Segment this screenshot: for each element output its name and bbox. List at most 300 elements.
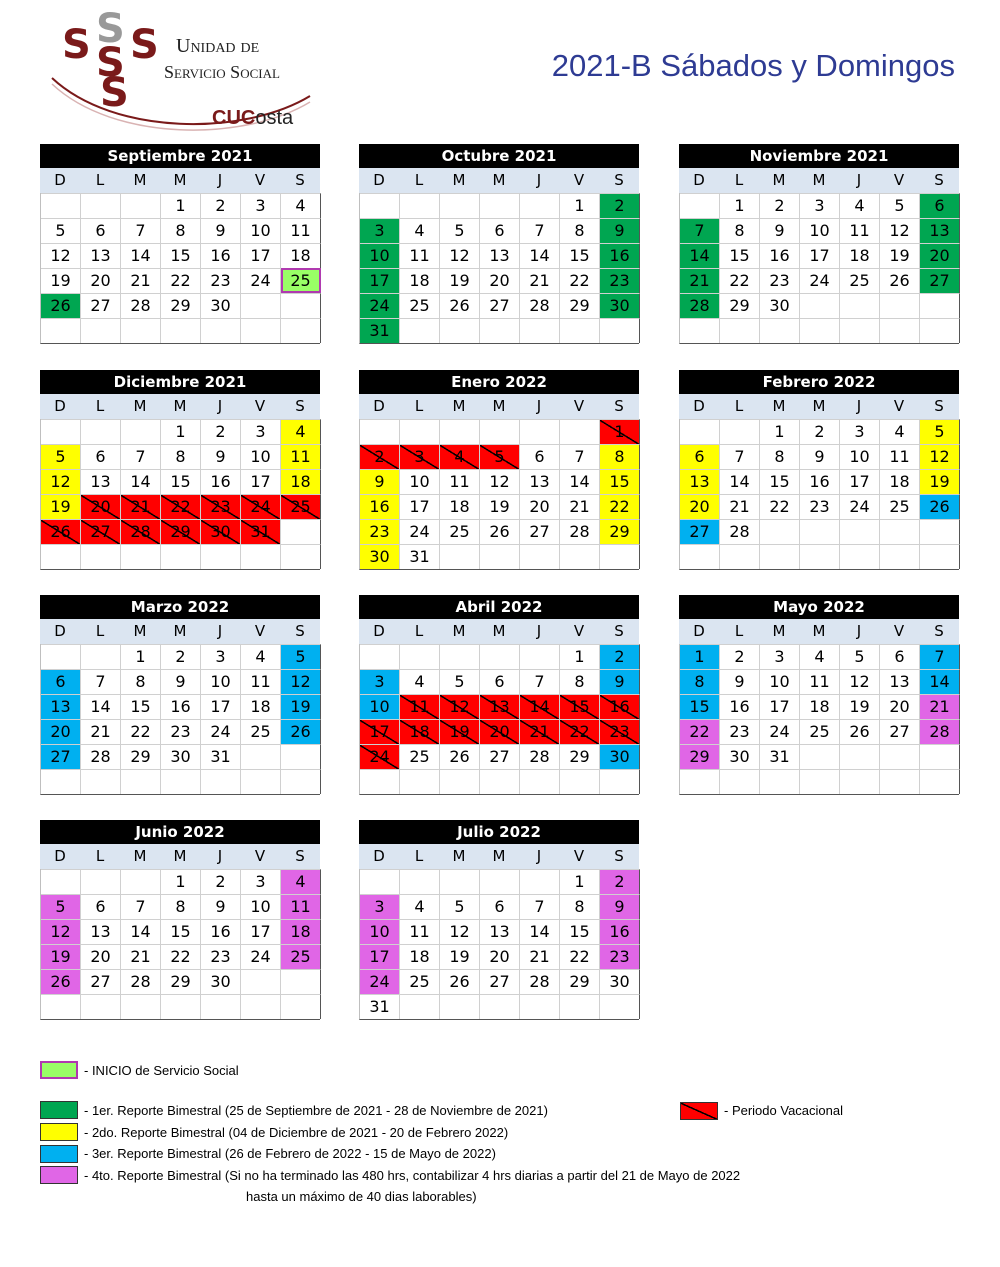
empty-cell xyxy=(201,544,241,569)
weekday-label: L xyxy=(734,171,744,189)
empty-cell xyxy=(760,769,800,794)
day-cell: 14 xyxy=(121,919,161,944)
empty-cell xyxy=(600,769,640,794)
day-cell: 12 xyxy=(440,919,480,944)
empty-cell xyxy=(400,869,440,894)
empty-cell xyxy=(680,769,720,794)
empty-cell xyxy=(241,318,281,343)
empty-cell xyxy=(560,994,600,1019)
day-cell: 6 xyxy=(520,444,560,469)
legend-r2: - 2do. Reporte Bimestral (04 de Diciembre de 2021 - 20 de Febrero 2022) xyxy=(84,1125,509,1140)
day-cell: 14 xyxy=(720,469,760,494)
empty-cell xyxy=(920,519,960,544)
day-cell: 30 xyxy=(201,519,241,544)
weekday-label: J xyxy=(536,847,542,865)
day-cell: 3 xyxy=(840,419,880,444)
day-cell: 7 xyxy=(680,218,720,243)
month-header: Julio 2022 xyxy=(359,820,639,844)
day-cell: 3 xyxy=(360,669,400,694)
svg-text:S: S xyxy=(96,40,125,86)
day-cell: 10 xyxy=(241,444,281,469)
day-cell: 21 xyxy=(81,719,121,744)
day-cell: 2 xyxy=(800,419,840,444)
day-cell: 12 xyxy=(480,469,520,494)
month-header: Octubre 2021 xyxy=(359,144,639,168)
day-cell: 5 xyxy=(480,444,520,469)
empty-cell xyxy=(400,193,440,218)
day-cell: 10 xyxy=(201,669,241,694)
empty-cell xyxy=(880,519,920,544)
day-cell: 28 xyxy=(520,744,560,769)
day-cell: 17 xyxy=(800,243,840,268)
weekday-label: M xyxy=(452,397,466,415)
day-cell: 15 xyxy=(560,243,600,268)
weekday-label: V xyxy=(573,622,585,640)
day-cell: 7 xyxy=(920,644,960,669)
day-cell: 27 xyxy=(520,519,560,544)
weekday-label: D xyxy=(54,622,66,640)
weekday-label: D xyxy=(373,171,385,189)
day-cell: 7 xyxy=(520,669,560,694)
day-cell: 4 xyxy=(440,444,480,469)
empty-cell xyxy=(360,869,400,894)
day-cell: 5 xyxy=(41,444,81,469)
day-cell: 27 xyxy=(680,519,720,544)
day-cell: 28 xyxy=(920,719,960,744)
day-cell: 22 xyxy=(760,494,800,519)
empty-cell xyxy=(400,994,440,1019)
weekday-label: D xyxy=(373,397,385,415)
day-cell: 2 xyxy=(161,644,201,669)
day-cell: 29 xyxy=(161,293,201,318)
weekday-label: L xyxy=(95,622,105,640)
day-cell: 25 xyxy=(400,293,440,318)
day-cell: 6 xyxy=(81,218,121,243)
day-cell: 13 xyxy=(41,694,81,719)
day-cell: 31 xyxy=(201,744,241,769)
day-cell: 16 xyxy=(800,469,840,494)
day-cell: 22 xyxy=(161,494,201,519)
weekday-label: J xyxy=(856,171,862,189)
empty-cell xyxy=(480,193,520,218)
weekday-label: S xyxy=(614,622,624,640)
weekday-label: V xyxy=(893,622,905,640)
empty-cell xyxy=(241,969,281,994)
weekday-label: J xyxy=(217,171,223,189)
logo-line2: Servicio Social xyxy=(164,62,280,82)
day-grid xyxy=(359,193,639,344)
weekday-label: M xyxy=(772,171,786,189)
day-cell: 13 xyxy=(81,469,121,494)
empty-cell xyxy=(840,293,880,318)
day-cell: 8 xyxy=(161,894,201,919)
weekday-label: V xyxy=(573,397,585,415)
empty-cell xyxy=(440,193,480,218)
day-cell: 2 xyxy=(360,444,400,469)
day-cell: 19 xyxy=(281,694,321,719)
day-cell: 23 xyxy=(600,944,640,969)
page-title: 2021-B Sábados y Domingos xyxy=(551,48,955,83)
day-cell: 2 xyxy=(720,644,760,669)
day-cell: 13 xyxy=(480,919,520,944)
day-cell: 13 xyxy=(880,669,920,694)
weekday-label: S xyxy=(614,847,624,865)
day-cell: 1 xyxy=(560,644,600,669)
empty-cell xyxy=(400,318,440,343)
day-cell: 16 xyxy=(600,919,640,944)
empty-cell xyxy=(121,769,161,794)
day-cell: 4 xyxy=(281,869,321,894)
empty-cell xyxy=(520,644,560,669)
weekday-label: M xyxy=(812,397,826,415)
empty-cell xyxy=(680,193,720,218)
day-cell: 25 xyxy=(800,719,840,744)
empty-cell xyxy=(41,644,81,669)
day-cell: 1 xyxy=(560,869,600,894)
empty-cell xyxy=(840,744,880,769)
logo-brand-bold: CUC xyxy=(212,107,256,129)
day-cell: 2 xyxy=(760,193,800,218)
weekday-label: J xyxy=(217,847,223,865)
day-cell: 16 xyxy=(161,694,201,719)
day-cell: 7 xyxy=(560,444,600,469)
day-cell: 8 xyxy=(161,444,201,469)
day-cell: 26 xyxy=(440,293,480,318)
day-cell: 20 xyxy=(81,944,121,969)
day-cell: 22 xyxy=(560,719,600,744)
day-grid xyxy=(40,419,320,570)
day-cell: 15 xyxy=(600,469,640,494)
weekday-label: L xyxy=(414,171,424,189)
day-cell: 11 xyxy=(281,218,321,243)
day-cell: 19 xyxy=(41,494,81,519)
month-header: Mayo 2022 xyxy=(679,595,959,619)
weekday-label: J xyxy=(217,397,223,415)
month-julio-2022 xyxy=(359,820,639,1020)
day-cell: 5 xyxy=(920,419,960,444)
empty-cell xyxy=(480,318,520,343)
day-cell: 17 xyxy=(360,944,400,969)
day-cell: 28 xyxy=(121,969,161,994)
day-cell: 17 xyxy=(760,694,800,719)
day-cell: 10 xyxy=(241,218,281,243)
month-header: Marzo 2022 xyxy=(40,595,320,619)
month-header: Enero 2022 xyxy=(359,370,639,394)
svg-text:S: S xyxy=(62,22,91,68)
day-cell: 15 xyxy=(720,243,760,268)
day-cell: 25 xyxy=(281,944,321,969)
day-cell: 9 xyxy=(800,444,840,469)
day-cell: 30 xyxy=(201,293,241,318)
day-cell: 2 xyxy=(600,644,640,669)
empty-cell xyxy=(121,193,161,218)
day-cell: 30 xyxy=(161,744,201,769)
empty-cell xyxy=(520,869,560,894)
empty-cell xyxy=(41,544,81,569)
day-cell: 6 xyxy=(920,193,960,218)
day-cell: 20 xyxy=(41,719,81,744)
weekday-label: M xyxy=(492,622,506,640)
legend-vacacional: - Periodo Vacacional xyxy=(724,1103,843,1118)
weekday-label: J xyxy=(536,171,542,189)
empty-cell xyxy=(600,318,640,343)
empty-cell xyxy=(880,744,920,769)
day-cell: 22 xyxy=(560,268,600,293)
weekday-label: S xyxy=(934,171,944,189)
day-cell: 21 xyxy=(520,268,560,293)
svg-text:S: S xyxy=(100,70,129,116)
day-cell: 27 xyxy=(880,719,920,744)
weekday-label: D xyxy=(54,847,66,865)
day-cell: 3 xyxy=(360,894,400,919)
month-noviembre-2021 xyxy=(679,144,959,344)
weekday-label: J xyxy=(856,397,862,415)
empty-cell xyxy=(81,769,121,794)
day-cell: 8 xyxy=(560,218,600,243)
day-cell: 16 xyxy=(201,919,241,944)
empty-cell xyxy=(360,193,400,218)
day-cell: 21 xyxy=(121,944,161,969)
day-cell: 15 xyxy=(560,919,600,944)
day-cell: 10 xyxy=(400,469,440,494)
empty-cell xyxy=(440,419,480,444)
empty-cell xyxy=(400,644,440,669)
day-cell: 9 xyxy=(600,894,640,919)
empty-cell xyxy=(560,544,600,569)
day-cell: 3 xyxy=(201,644,241,669)
empty-cell xyxy=(121,419,161,444)
day-cell: 15 xyxy=(161,919,201,944)
weekday-label: M xyxy=(133,397,147,415)
day-cell: 12 xyxy=(440,694,480,719)
empty-cell xyxy=(920,744,960,769)
weekday-label: V xyxy=(893,171,905,189)
empty-cell xyxy=(760,318,800,343)
day-cell: 20 xyxy=(480,944,520,969)
legend-r1: - 1er. Reporte Bimestral (25 de Septiembre de 2021 - 28 de Noviembre de 2021) xyxy=(84,1103,548,1118)
weekday-label: M xyxy=(173,622,187,640)
day-cell: 23 xyxy=(201,268,241,293)
day-cell: 8 xyxy=(161,218,201,243)
weekday-label: D xyxy=(54,397,66,415)
day-cell: 9 xyxy=(600,218,640,243)
weekday-row xyxy=(359,619,639,644)
empty-cell xyxy=(121,544,161,569)
empty-cell xyxy=(480,644,520,669)
day-cell: 8 xyxy=(720,218,760,243)
day-cell: 17 xyxy=(360,268,400,293)
empty-cell xyxy=(241,769,281,794)
day-cell: 14 xyxy=(121,469,161,494)
empty-cell xyxy=(680,318,720,343)
day-cell: 18 xyxy=(241,694,281,719)
weekday-label: S xyxy=(295,397,305,415)
day-cell: 1 xyxy=(560,193,600,218)
day-cell: 22 xyxy=(161,944,201,969)
day-cell: 8 xyxy=(121,669,161,694)
empty-cell xyxy=(281,293,321,318)
empty-cell xyxy=(440,869,480,894)
day-cell: 6 xyxy=(41,669,81,694)
day-cell: 11 xyxy=(840,218,880,243)
day-cell: 18 xyxy=(400,719,440,744)
month-header: Diciembre 2021 xyxy=(40,370,320,394)
day-cell: 18 xyxy=(800,694,840,719)
weekday-row xyxy=(679,619,959,644)
day-cell: 31 xyxy=(760,744,800,769)
weekday-label: L xyxy=(95,397,105,415)
empty-cell xyxy=(281,769,321,794)
day-cell: 18 xyxy=(281,243,321,268)
day-cell: 26 xyxy=(440,744,480,769)
day-cell: 17 xyxy=(840,469,880,494)
empty-cell xyxy=(520,419,560,444)
day-cell: 5 xyxy=(281,644,321,669)
empty-cell xyxy=(440,994,480,1019)
month-junio-2022 xyxy=(40,820,320,1020)
day-cell: 18 xyxy=(440,494,480,519)
day-cell: 17 xyxy=(241,243,281,268)
weekday-label: L xyxy=(95,847,105,865)
weekday-label: S xyxy=(295,847,305,865)
day-cell: 25 xyxy=(241,719,281,744)
day-cell: 27 xyxy=(81,519,121,544)
day-cell: 4 xyxy=(281,419,321,444)
day-cell: 22 xyxy=(680,719,720,744)
svg-text:S: S xyxy=(96,6,125,52)
day-cell: 1 xyxy=(161,419,201,444)
svg-text:CUCosta xyxy=(212,107,294,129)
day-cell: 18 xyxy=(281,919,321,944)
day-cell: 4 xyxy=(840,193,880,218)
empty-cell xyxy=(840,544,880,569)
day-grid xyxy=(40,869,320,1020)
day-cell: 19 xyxy=(920,469,960,494)
day-cell: 29 xyxy=(560,744,600,769)
day-cell: 27 xyxy=(920,268,960,293)
weekday-label: M xyxy=(812,622,826,640)
weekday-row xyxy=(40,844,320,869)
day-cell: 19 xyxy=(480,494,520,519)
day-cell: 16 xyxy=(600,243,640,268)
day-cell: 30 xyxy=(760,293,800,318)
day-cell: 24 xyxy=(360,969,400,994)
day-cell: 15 xyxy=(161,469,201,494)
day-cell: 30 xyxy=(360,544,400,569)
day-cell: 2 xyxy=(201,193,241,218)
weekday-row xyxy=(40,619,320,644)
day-cell: 18 xyxy=(281,469,321,494)
day-cell: 19 xyxy=(440,944,480,969)
day-cell: 21 xyxy=(121,494,161,519)
weekday-row xyxy=(679,168,959,193)
day-cell: 19 xyxy=(440,719,480,744)
day-cell: 8 xyxy=(560,669,600,694)
legend-r4-cont: hasta un máximo de 40 dias laborables) xyxy=(246,1189,477,1204)
weekday-label: L xyxy=(95,171,105,189)
day-cell: 21 xyxy=(720,494,760,519)
day-grid xyxy=(40,644,320,795)
day-cell: 25 xyxy=(440,519,480,544)
day-cell: 27 xyxy=(480,969,520,994)
weekday-label: M xyxy=(492,171,506,189)
weekday-label: D xyxy=(54,171,66,189)
day-cell: 1 xyxy=(760,419,800,444)
day-cell: 1 xyxy=(161,193,201,218)
day-cell: 6 xyxy=(680,444,720,469)
empty-cell xyxy=(840,318,880,343)
empty-cell xyxy=(760,544,800,569)
weekday-label: V xyxy=(893,397,905,415)
day-cell: 25 xyxy=(400,744,440,769)
day-cell: 17 xyxy=(241,469,281,494)
logo-brand-rest: osta xyxy=(255,107,294,129)
empty-cell xyxy=(161,318,201,343)
month-mayo-2022 xyxy=(679,595,959,795)
day-cell: 17 xyxy=(241,919,281,944)
day-cell: 18 xyxy=(840,243,880,268)
day-cell: 19 xyxy=(880,243,920,268)
empty-cell xyxy=(800,769,840,794)
day-cell: 29 xyxy=(121,744,161,769)
day-cell: 24 xyxy=(241,944,281,969)
month-header: Febrero 2022 xyxy=(679,370,959,394)
empty-cell xyxy=(281,744,321,769)
day-cell: 11 xyxy=(400,694,440,719)
day-cell: 4 xyxy=(400,218,440,243)
day-grid xyxy=(359,644,639,795)
day-cell: 11 xyxy=(440,469,480,494)
day-cell: 17 xyxy=(400,494,440,519)
day-cell: 20 xyxy=(880,694,920,719)
day-cell: 26 xyxy=(41,519,81,544)
day-cell: 5 xyxy=(840,644,880,669)
day-cell: 27 xyxy=(41,744,81,769)
day-cell: 24 xyxy=(241,268,281,293)
day-cell: 15 xyxy=(560,694,600,719)
day-cell: 18 xyxy=(400,268,440,293)
weekday-label: V xyxy=(254,847,266,865)
day-cell: 14 xyxy=(121,243,161,268)
day-cell: 9 xyxy=(201,218,241,243)
weekday-label: M xyxy=(452,847,466,865)
day-cell: 18 xyxy=(880,469,920,494)
legend-r3: - 3er. Reporte Bimestral (26 de Febrero de 2022 - 15 de Mayo de 2022) xyxy=(84,1146,496,1161)
day-cell: 8 xyxy=(760,444,800,469)
day-cell: 5 xyxy=(41,218,81,243)
day-grid xyxy=(679,193,959,344)
day-cell: 13 xyxy=(520,469,560,494)
day-cell: 28 xyxy=(720,519,760,544)
weekday-label: M xyxy=(772,397,786,415)
day-cell: 30 xyxy=(720,744,760,769)
day-cell: 27 xyxy=(81,969,121,994)
empty-cell xyxy=(600,994,640,1019)
day-cell: 9 xyxy=(760,218,800,243)
empty-cell xyxy=(281,318,321,343)
day-cell: 20 xyxy=(920,243,960,268)
day-cell: 13 xyxy=(480,243,520,268)
day-cell: 20 xyxy=(680,494,720,519)
day-cell: 23 xyxy=(360,519,400,544)
empty-cell xyxy=(720,769,760,794)
weekday-label: S xyxy=(934,397,944,415)
empty-cell xyxy=(880,544,920,569)
weekday-label: M xyxy=(173,397,187,415)
day-cell: 20 xyxy=(480,719,520,744)
month-marzo-2022 xyxy=(40,595,320,795)
day-cell: 4 xyxy=(400,669,440,694)
